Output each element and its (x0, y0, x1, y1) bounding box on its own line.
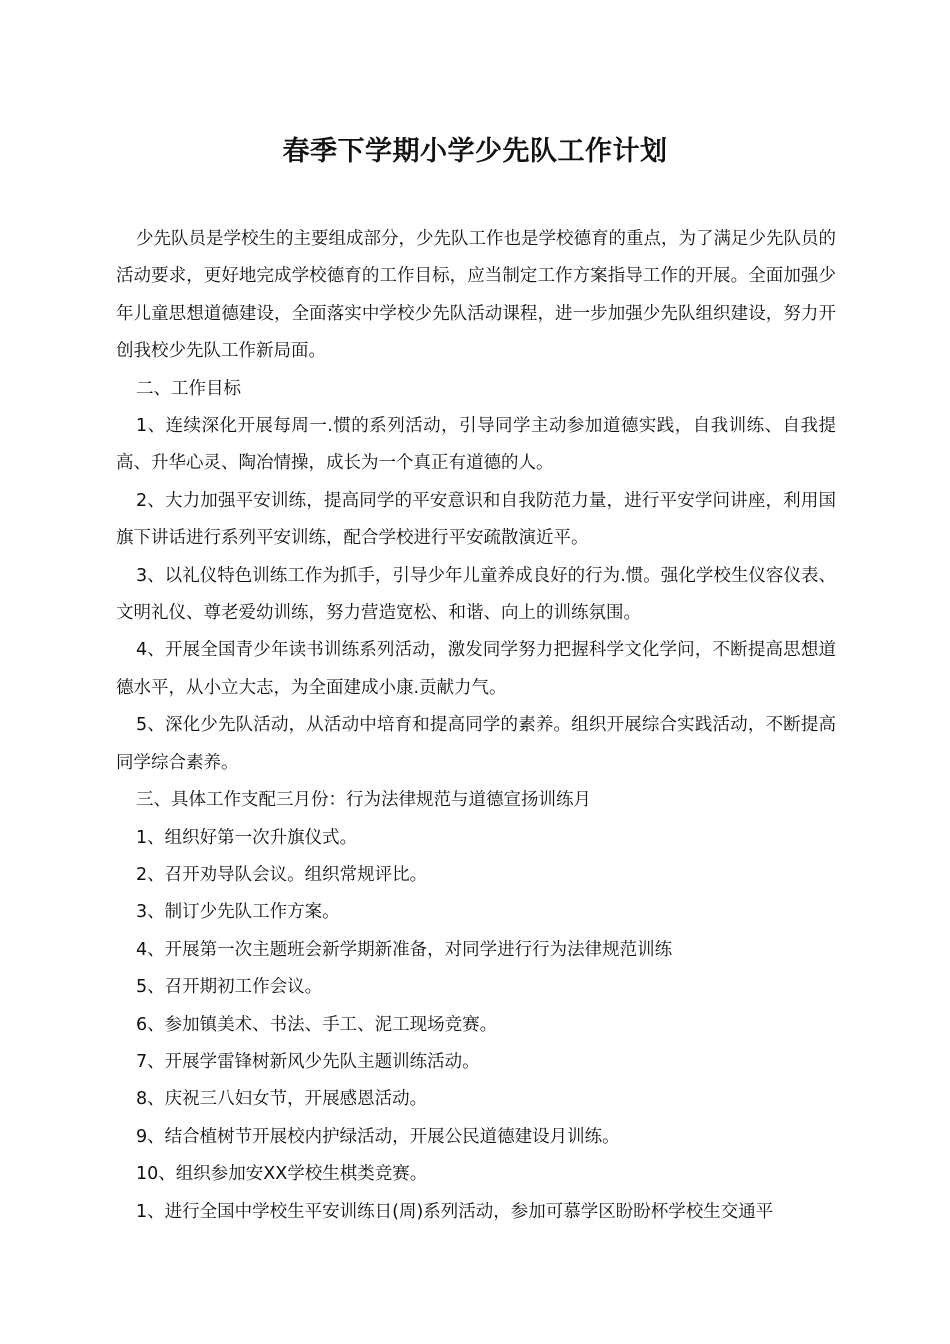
goal-item-1: 1、连续深化开展每周一.惯的系列活动，引导同学主动参加道德实践，自我训练、自我提高、升华心灵、陶冶情操，成长为一个真正有道德的人。 (116, 416, 836, 474)
goal-item-5: 5、深化少先队活动，从活动中培育和提高同学的素养。组织开展综合实践活动，不断提高同学综合素养。 (116, 715, 836, 773)
schedule-item-10: 10、组织参加安XX学校生棋类竞赛。 (136, 1164, 428, 1185)
goal-item-3: 3、以礼仪特色训练工作为抓手，引导少年儿童养成良好的行为.惯。强化学校生仪容仪表、文明礼仪、尊老爱幼训练，努力营造宽松、和谐、向上的训练氛围。 (116, 565, 836, 624)
schedule-item-2: 2、召开劝导队会议。组织常规评比。 (136, 864, 428, 885)
document-title: 春季下学期小学少先队工作计划 (282, 136, 668, 167)
schedule-item-9: 9、结合植树节开展校内护绿活动，开展公民道德建设月训练。 (136, 1126, 620, 1147)
schedule-item-7: 7、开展学雷锋树新风少先队主题训练活动。 (136, 1051, 480, 1072)
schedule-item-next-1: 1、进行全国中学校生平安训练日(周)系列活动，参加可慕学区盼盼杯学校生交通平 (136, 1201, 774, 1222)
section-heading-goals: 二、工作目标 (136, 378, 241, 399)
goal-item-2: 2、大力加强平安训练，提高同学的平安意识和自我防范力量，进行平安学问讲座，利用国旗下讲话进行系列平安训练，配合学校进行平安疏散演近平。 (116, 490, 836, 549)
schedule-item-8: 8、庆祝三八妇女节，开展感恩活动。 (136, 1089, 428, 1110)
schedule-item-3: 3、制订少先队工作方案。 (136, 902, 340, 923)
schedule-item-6: 6、参加镇美术、书法、手工、泥工现场竞赛。 (136, 1014, 498, 1035)
intro-paragraph: 少先队员是学校生的主要组成部分，少先队工作也是学校德育的重点，为了满足少先队员的活动要求，更好地完成学校德育的工作目标，应当制定工作方案指导工作的开展。全面加强少年儿童思想道德建设，全面落实中学校少先队活动课程，进一步加强少先队组织建设，努力开创我校少先队工作新局面。 (116, 229, 836, 362)
goal-item-4: 4、开展全国青少年读书训练系列活动，激发同学努力把握科学文化学问，不断提高思想道德水平，从小立大志，为全面建成小康.贡献力气。 (116, 640, 836, 698)
schedule-item-5: 5、召开期初工作会议。 (136, 977, 323, 998)
schedule-item-1: 1、组织好第一次升旗仪式。 (136, 827, 358, 848)
document-body (116, 221, 836, 1231)
schedule-item-4: 4、开展第一次主题班会新学期新准备，对同学进行行为法律规范训练 (136, 939, 673, 960)
section-heading-schedule: 三、具体工作支配三月份：行为法律规范与道德宣扬训练月 (136, 790, 591, 811)
